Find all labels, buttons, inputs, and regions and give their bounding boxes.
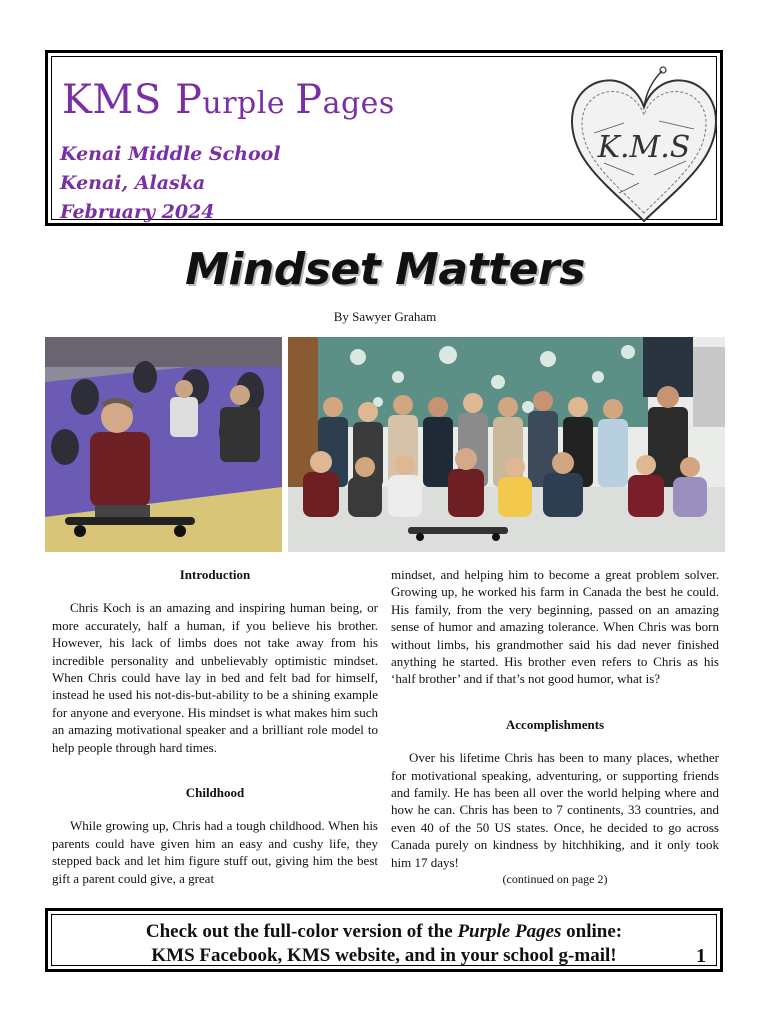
group-photo-illustration	[288, 337, 725, 552]
newsletter-title	[62, 77, 395, 123]
footer-publication-name: Purple Pages	[457, 921, 562, 942]
introduction-paragraph: Chris Koch is an amazing and inspiring human being, or more accurately, half a human, if you believe his brother. However, his lack of limbs does not take away from his incredible personality and unbelievably optimistic mindset. When Chris could have lay in bed and felt bad for himself, instead he used his not-dis-but-ability to be a shining example for anyone and everyone. His mindset is what makes him such an amazing motivational speaker and a brilliant role model to help people through hard times.	[52, 600, 378, 755]
section-heading-introduction: Introduction	[179, 567, 251, 582]
footer-banner	[45, 908, 723, 972]
title-part: urple	[202, 86, 296, 121]
page-number: 1	[696, 945, 706, 967]
school-location: Kenai, Alaska	[60, 172, 206, 194]
article-column-left	[52, 566, 378, 887]
section-heading-accomplishments: Accomplishments	[505, 716, 605, 732]
gym-photo-illustration	[45, 337, 282, 552]
footer-inner-border	[51, 914, 717, 966]
kms-heart-logo	[564, 63, 724, 225]
section-heading-childhood: Childhood	[185, 785, 245, 801]
svg-text:K.M.S: K.M.S	[597, 130, 691, 165]
title-part: KMS P	[62, 77, 203, 123]
accomplishments-paragraph: Over his lifetime Chris has been to many places, whether for motivational speaking, adventuring, or supporting friends and family. He has been all over the world helping where and how he can. Chris has been to 7 continents, 33 countries, and even 40 of the 50 US states. Once, he decided to go across Canada purely on kindness by hitchhiking, and it only took him 17 days!	[391, 750, 719, 870]
article-column-right	[391, 566, 719, 889]
continued-note: (continued on page 2)	[502, 872, 608, 887]
article-byline: By Sawyer Graham	[333, 309, 437, 324]
photo-chris-on-skateboard	[45, 337, 282, 552]
footer-line-2: KMS Facebook, KMS website, and in your school g-mail!	[151, 945, 617, 966]
footer-text: online:	[561, 921, 623, 942]
article-headline: Mindset Matters	[185, 244, 585, 295]
footer-text: Check out the full-color version of the	[145, 921, 458, 942]
title-part: ages	[322, 86, 395, 121]
title-part: P	[295, 77, 323, 123]
issue-date: February 2024	[60, 201, 215, 223]
footer-line-1	[52, 921, 716, 943]
photo-group-with-students	[288, 337, 725, 552]
school-name: Kenai Middle School	[60, 143, 281, 165]
childhood-paragraph: While growing up, Chris had a tough childhood. When his parents could have given him an easy and cushy life, they stepped back and let him figure stuff out, giving him the best gift a parent could give, a great	[52, 818, 378, 886]
masthead-inner-border	[51, 56, 717, 223]
masthead	[45, 50, 723, 226]
childhood-paragraph-continued: mindset, and helping him to become a great problem solver. Growing up, he worked his farm in Canada the best he could. His family, from the very beginning, passed on an amazing sense of humor and amazing tolerance. When Chris was born without limbs, his grandmother said his dad never finished anything he started. His brother even refers to Chris as his ‘half brother’ and if that’s not good humor, what is?	[391, 567, 719, 687]
